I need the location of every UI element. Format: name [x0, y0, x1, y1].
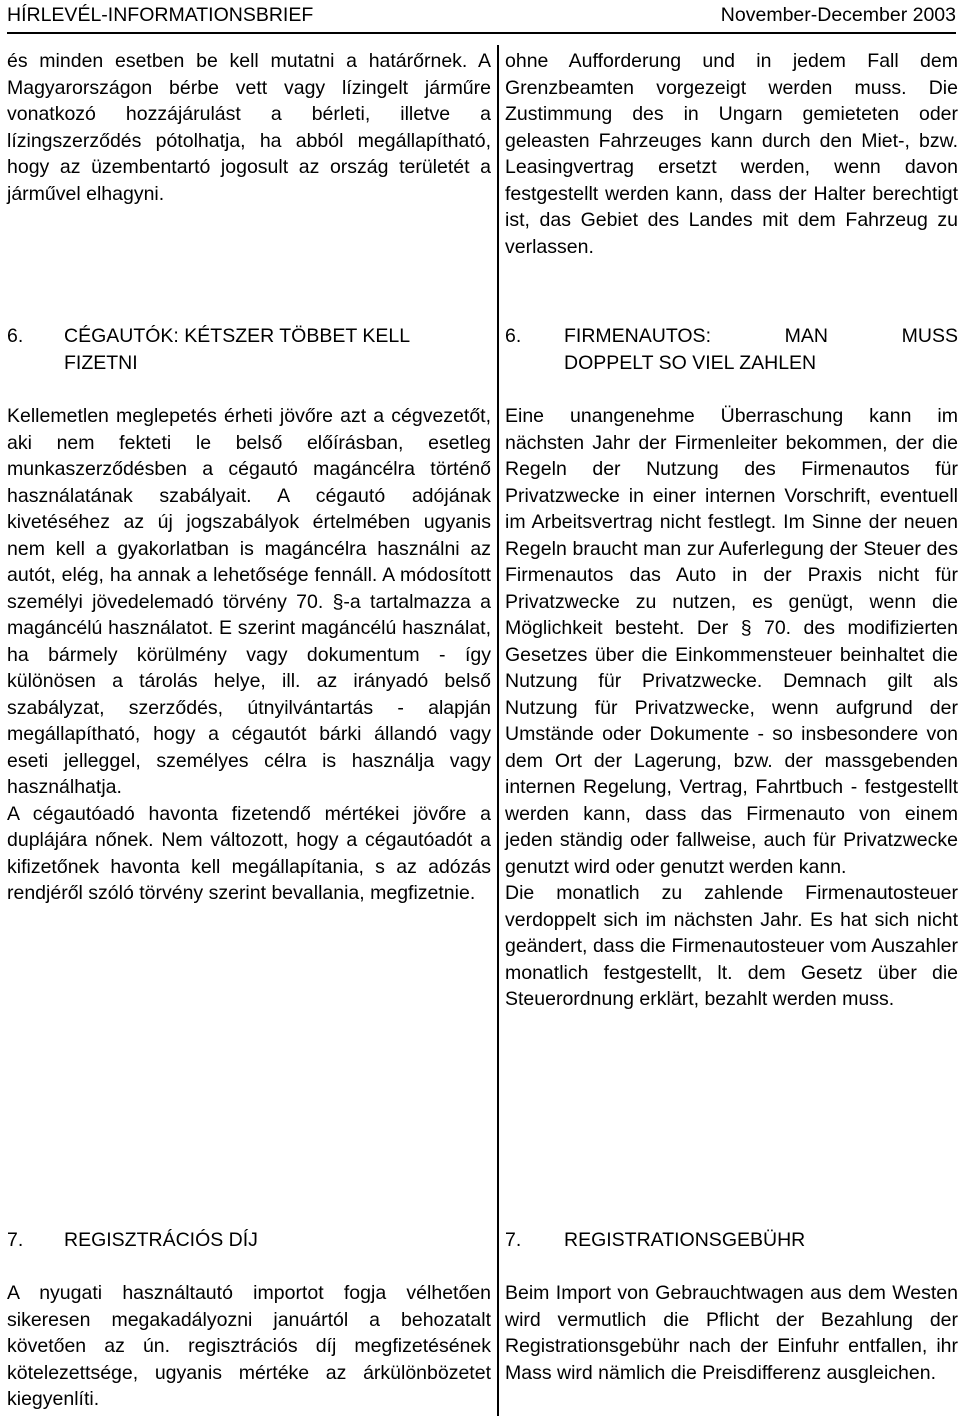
- section6-title-de-word: MAN: [784, 325, 828, 347]
- section7-hu-text: A nyugati használtautó importot fogja vélhetően sikeresen megakadályozni januártól a behozatalt követően az ún. regisztrációs díj megfizetésének kötelezettsége, ugyanis mértéke az árkülönbözetet kiegyenlíti.: [7, 1282, 491, 1410]
- section7-body-de: [505, 1280, 958, 1386]
- section6-title-de-line1-wrap: [564, 323, 958, 350]
- section6-title-hu: [64, 323, 491, 376]
- section6-de-paragraph-2: Die monatlich zu zahlende Firmenautosteuer verdoppelt sich im nächsten Jahr. Es hat sich nicht geändert, dass die Firmenautosteuer vom Auszahler monatlich festgestellt, lt. dem Gesetz über die Steuerordnung erklärt, bezahlt werden muss.: [505, 882, 958, 1010]
- section6-title-de-line1: [564, 323, 958, 350]
- section7-body-hu: [7, 1280, 491, 1413]
- section6-number-hu: 6.: [7, 325, 24, 347]
- section6-hu-paragraph-1: Kellemetlen meglepetés érheti jövőre azt a cégvezetőt, aki nem fekteti le belső előírásban, esetleg munkaszerződésben a cégautó magáncélra történő használatának szabályait. A cégautó adójának kivetéséhez az új jogszabályok értelmében ugyanis nem kell a gyakorlatban is magáncélra használni az autót, elég, ha annak a lehetősége fennáll. A módosított személyi jövedelemadó törvény 70. §-a tartalmazza a magáncélú használatot. E szerint magáncélú használat, ha bármely körülmény vagy dokumentum - így különösen a tárolás helye, ill. az irányadó belső szabályzat, szerződés, útnyilvántartás - alapján megállapítható, hogy a cégautót bárki állandó vagy eseti jelleggel, személyes célra is használja vagy használhatja.: [7, 405, 491, 798]
- section6-body-de: [505, 403, 958, 1013]
- intro-hu: [7, 48, 491, 207]
- section6-title-de: [564, 323, 958, 376]
- section6-title-hu-line2: FIZETNI: [64, 351, 138, 374]
- section6-de-paragraph-1: Eine unangenehme Überraschung kann im nächsten Jahr der Firmenleiter bekommen, der die Regeln der Nutzung des Firmenautos für Privatzwecke in einer internen Vorschrift, eventuell im Arbeitsvertrag nicht festlegt. Im Sinne der neuen Regeln braucht man zur Auferlegung der Steuer des Firmenautos das Auto in der Praxis nicht für Privatzwecke zu nutzen, es genügt, wenn die Möglichkeit besteht. Der § 70. des modifizierten Gesetzes über die Einkommensteuer beinhaltet die Nutzung für Privatzwecke. Demnach gilt als Nutzung für Privatzwecke, wenn aufgrund der Umstände oder Dokumente - so insbesondere von dem Ort der Lagerung, bzw. der massgebenden internen Regelung, Vertrag, Fahrtbuch - festgestellt werden kann, dass das Firmenauto von einem jeden ständig oder fallweise, auch für Privatzwecke genutzt wird oder genutzt werden kann.: [505, 405, 958, 878]
- newsletter-title: HÍRLEVÉL-INFORMATIONSBRIEF: [7, 4, 314, 26]
- section7-de-text: Beim Import von Gebrauchtwagen aus dem Westen wird vermutlich die Pflicht der Bezahlung der Registrationsgebühr nach der Einfuhr entfallen, ihr Mass wird nämlich die Preisdifferenz ausgleichen.: [505, 1282, 958, 1384]
- section6-body-hu: [7, 403, 491, 907]
- section6-title-de-word: MUSS: [901, 325, 958, 347]
- section6-hu-paragraph-2: A cégautóadó havonta fizetendő mértékei jövőre a duplájára nőnek. Nem változott, hogy a cégautóadót a kifizetőnek havonta kell megállapítania, s az adózás rendjéről szóló törvény szerint bevallania, megfizetnie.: [7, 802, 491, 904]
- header-rule: [7, 32, 956, 34]
- issue-date: November-December 2003: [720, 4, 956, 26]
- intro-de-text: ohne Aufforderung und in jedem Fall dem Grenzbeamten vorgezeigt werden muss. Die Zustimmung des in Ungarn gemieteten oder geleasten Fahrzeuges kann durch den Miet-, bzw. Leasingvertrag ersetzt werden, wenn davon festgestellt werden kann, dass der Halter berechtigt ist, das Gebiet des Landes mit dem Fahrzeug zu verlassen.: [505, 50, 958, 258]
- intro-de: [505, 48, 958, 260]
- section6-title-de-word: FIRMENAUTOS:: [564, 325, 711, 347]
- section6-number-de: 6.: [505, 325, 522, 347]
- page-header: [7, 0, 956, 36]
- section7-title-de: REGISTRATIONSGEBÜHR: [564, 1229, 806, 1251]
- intro-hu-text: és minden esetben be kell mutatni a határőrnek. A Magyarországon bérbe vett vagy lízingelt járműre vonatkozó hozzájárulást a bérleti, illetve a lízingszerződés pótolhatja, ha abból megállapítható, hogy az üzembentartó jogosult az ország területét a járművel elhagyni.: [7, 50, 491, 205]
- section6-title-hu-line1: CÉGAUTÓK: KÉTSZER TÖBBET KELL: [64, 325, 411, 347]
- section6-title-de-line2: DOPPELT SO VIEL ZAHLEN: [564, 351, 817, 374]
- section7-title-hu: REGISZTRÁCIÓS DÍJ: [64, 1229, 258, 1251]
- section7-number-de: 7.: [505, 1229, 522, 1251]
- section7-number-hu: 7.: [7, 1229, 24, 1251]
- column-divider: [497, 45, 499, 1416]
